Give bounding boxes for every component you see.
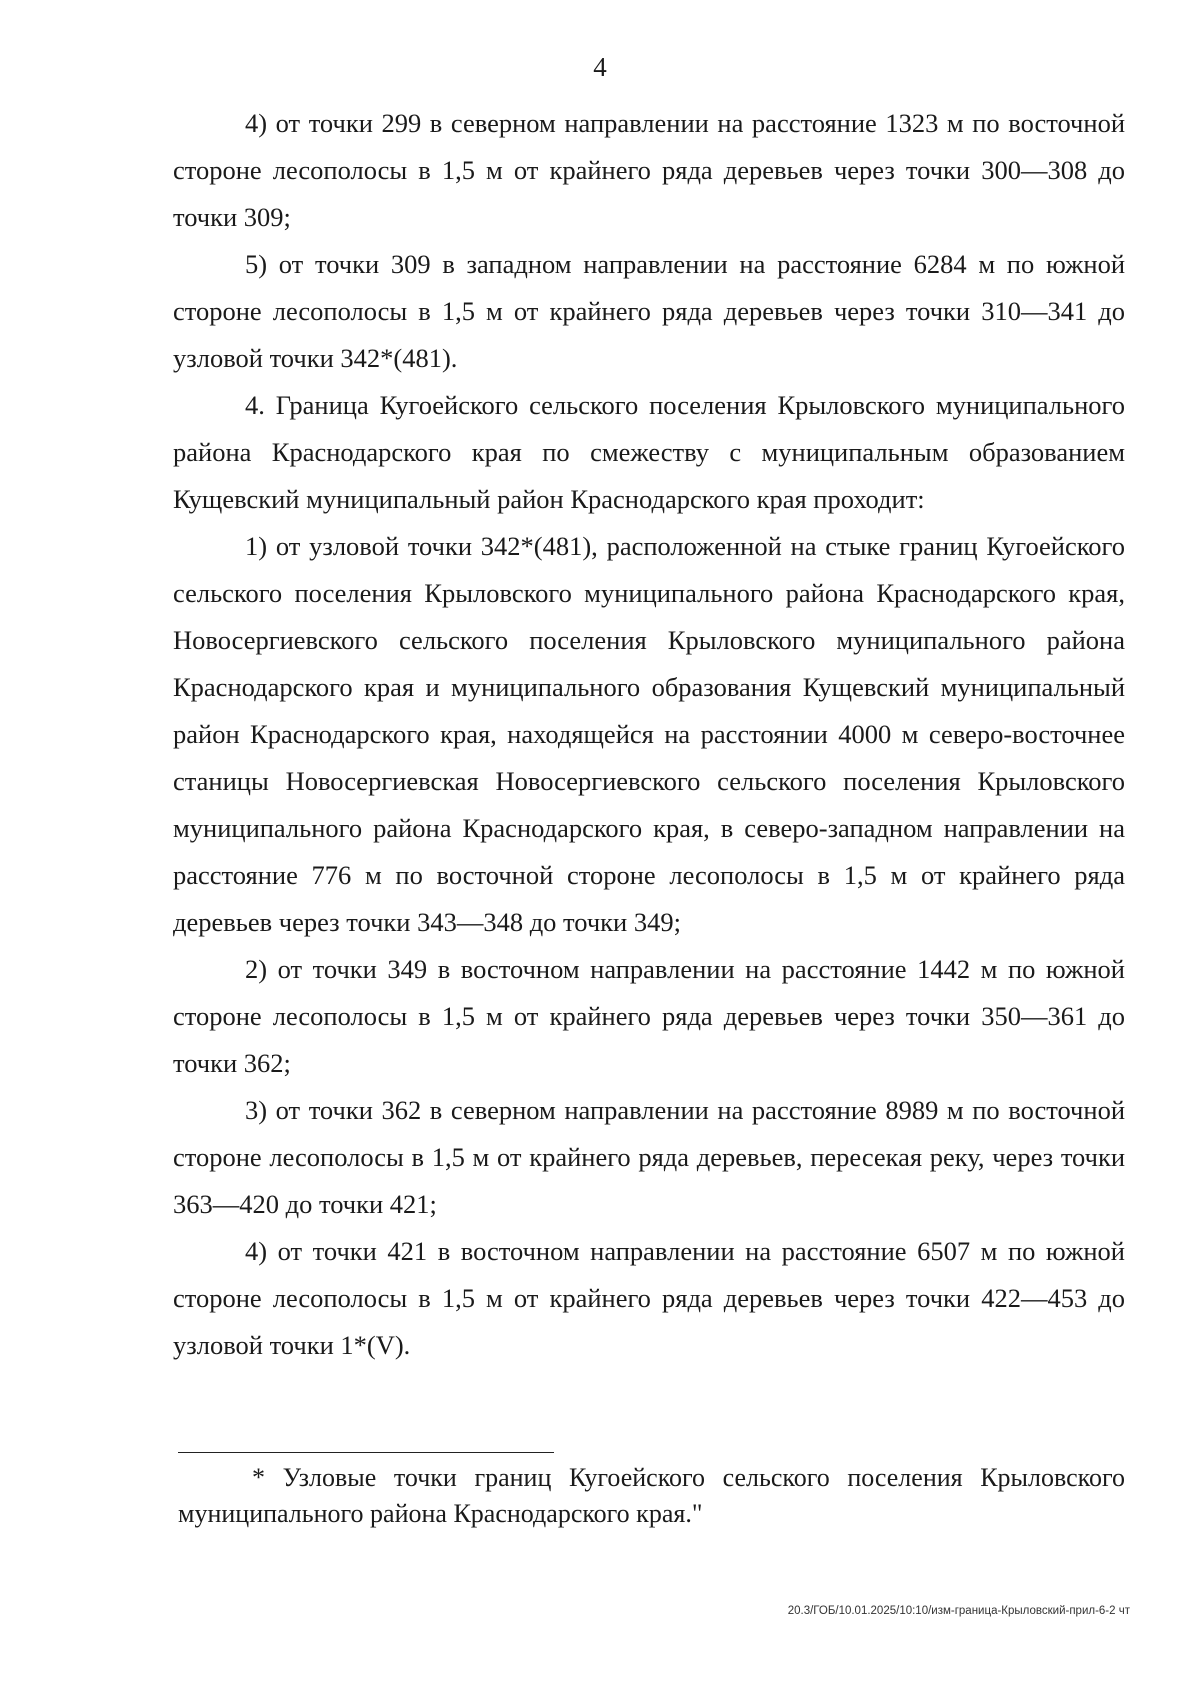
- paragraph-item-5-point-309: 5) от точки 309 в западном направлении на расстояние 6284 м по южной стороне лесополосы в 1,5 м от крайнего ряда деревьев через точки 310—341 до узловой точки 342*(481).: [173, 249, 1125, 373]
- paragraph-section-4-heading: 4. Граница Кугоейского сельского поселения Крыловского муниципального района Краснодарского края по смежеству с муниципальным образованием Кущевский муниципальный район Краснодарского края проходит:: [173, 390, 1125, 514]
- paragraph-item-3-point-362: 3) от точки 362 в северном направлении на расстояние 8989 м по восточной стороне лесополосы в 1,5 м от крайнего ряда деревьев, пересекая реку, через точки 363—420 до точки 421;: [173, 1095, 1125, 1219]
- paragraph-item-1-point-342: 1) от узловой точки 342*(481), расположенной на стыке границ Кугоейского сельского поселения Крыловского муниципального района Краснодарского края, Новосергиевского сельского поселения Крыловского муниципального района Краснодарского края и муниципального образования Кущевский муниципальный район Краснодарского края, находящейся на расстоянии 4000 м северо-восточнее станицы Новосергиевская Новосергиевского сельского поселения Крыловского муниципального района Краснодарского края, в северо-западном направлении на расстояние 776 м по восточной стороне лесополосы в 1,5 м от крайнего ряда деревьев через точки 343—348 до точки 349;: [173, 531, 1125, 937]
- paragraph-item-2-point-349: 2) от точки 349 в восточном направлении на расстояние 1442 м по южной стороне лесополосы в 1,5 м от крайнего ряда деревьев через точки 350—361 до точки 362;: [173, 954, 1125, 1078]
- paragraph-item-4-point-421: 4) от точки 421 в восточном направлении на расстояние 6507 м по южной стороне лесополосы в 1,5 м от крайнего ряда деревьев через точки 422—453 до узловой точки 1*(V).: [173, 1236, 1125, 1360]
- document-body: [173, 100, 1125, 1369]
- paragraph-item-4-point-299: 4) от точки 299 в северном направлении на расстояние 1323 м по восточной стороне лесополосы в 1,5 м от крайнего ряда деревьев через точки 300—308 до точки 309;: [173, 108, 1125, 232]
- footnote: [178, 1460, 1125, 1532]
- page-number: 4: [593, 52, 607, 82]
- footnote-divider: [178, 1452, 554, 1453]
- footnote-text: * Узловые точки границ Кугоейского сельского поселения Крыловского муниципального района Краснодарского края.": [178, 1463, 1125, 1528]
- document-code: 20.3/ГОБ/10.01.2025/10:10/изм-граница-Крыловский-прил-6-2 чт: [787, 1605, 1130, 1617]
